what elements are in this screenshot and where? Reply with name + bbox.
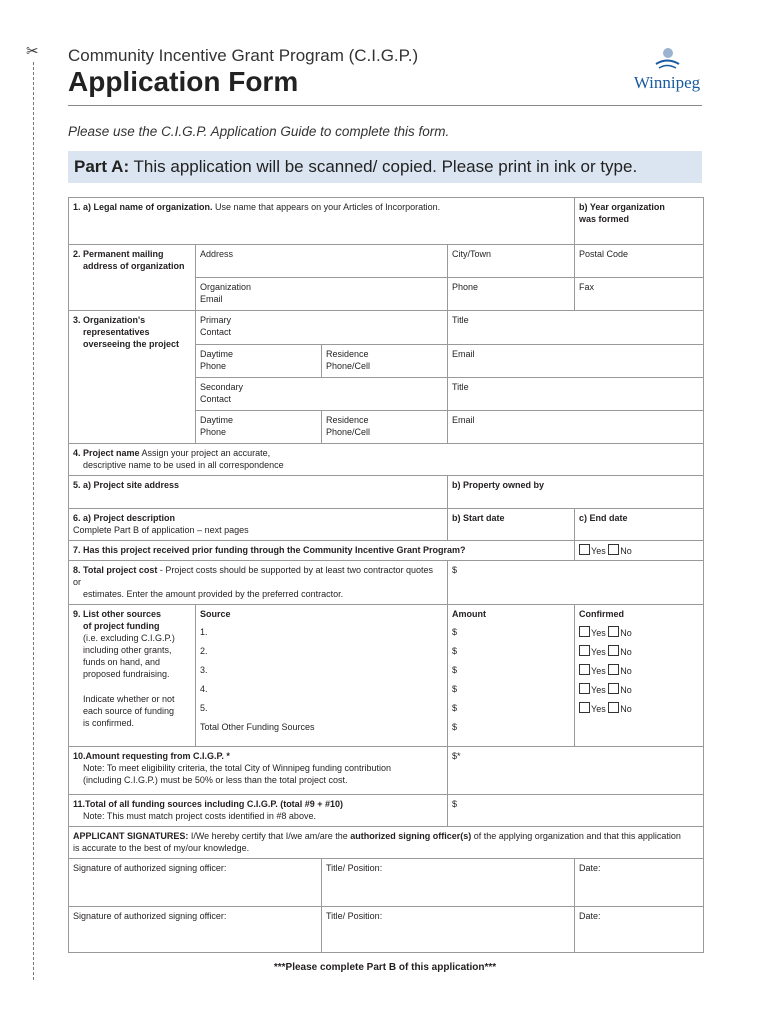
q9-note-1: (i.e. excluding C.I.G.P.)	[83, 632, 175, 643]
project-name-field[interactable]	[69, 444, 704, 476]
q6c-label: c) End date	[579, 513, 628, 523]
confirmed-2-options	[575, 642, 704, 661]
confirmed-4-yes-checkbox[interactable]	[579, 683, 590, 694]
logo-text: Winnipeg	[633, 73, 701, 92]
q1b-label-2: was formed	[579, 214, 630, 225]
source-2-field[interactable]	[196, 642, 448, 661]
logo-emblem-icon	[652, 44, 682, 70]
q4-note-2: descriptive name to be used in all correspondence	[83, 460, 284, 471]
total-other-funding-field[interactable]	[448, 718, 575, 746]
fax-label: Fax	[579, 282, 595, 292]
secondary-daytime-phone-field[interactable]	[196, 411, 322, 444]
signatures-label: APPLICANT SIGNATURES:	[73, 830, 189, 841]
certification-statement	[69, 826, 704, 858]
winnipeg-logo	[630, 44, 704, 98]
q8-note-1: - Project costs should be supported by at least two contractor quotes or	[73, 565, 434, 588]
q10-label: 10.Amount requesting from C.I.G.P. *	[73, 750, 230, 761]
q7-label: 7. Has this project received prior funding through the Community Incentive Grant Program?	[73, 545, 466, 555]
q11-dollar: $	[452, 798, 458, 809]
secondary-residence-phone-field[interactable]	[322, 411, 448, 444]
confirmed-3-options	[575, 661, 704, 680]
sig-2-label: Signature of authorized signing officer:	[73, 910, 227, 921]
confirmed-header	[575, 604, 704, 623]
secondary-email-label: Email	[452, 415, 475, 425]
confirmed-1-options	[575, 623, 704, 642]
postal-label: Postal Code	[579, 249, 629, 259]
no-label: No	[620, 665, 632, 676]
cert-text-2: authorized signing officer(s)	[350, 830, 472, 841]
q1-note: Use name that appears on your Articles of Incorporation.	[212, 202, 441, 212]
q3-label-2: representatives	[83, 327, 150, 338]
primary-label-2: Contact	[200, 327, 232, 338]
yes-label: Yes	[591, 665, 606, 676]
secondary-label-1: Secondary	[200, 382, 244, 392]
confirmed-2-no-checkbox[interactable]	[608, 645, 619, 656]
cert-text-1: I/We hereby certify that I/we am/are the	[188, 830, 351, 841]
amount-header	[448, 604, 575, 623]
source-3-label: 3.	[200, 664, 208, 675]
q10-note-2: (including C.I.G.P.) must be 50% or less than the total project cost.	[83, 775, 348, 786]
confirmed-header-label: Confirmed	[579, 608, 625, 619]
other-funding-label	[69, 604, 196, 746]
amount-1-dollar: $	[452, 626, 458, 637]
prior-funding-yes-checkbox[interactable]	[579, 544, 590, 555]
q2-label-2: address of organization	[83, 261, 185, 272]
total-project-cost-label	[69, 561, 448, 604]
primary-title-label: Title	[452, 315, 469, 325]
q8-dollar: $	[452, 565, 458, 576]
q9-note-2: including other grants,	[83, 644, 172, 655]
cert-text-4: is accurate to the best of my/our knowledge.	[73, 843, 250, 854]
residence2-label-1: Residence	[326, 415, 369, 425]
source-3-field[interactable]	[196, 661, 448, 680]
address-label: Address	[200, 249, 234, 259]
no-label: No	[620, 646, 632, 657]
confirmed-3-no-checkbox[interactable]	[608, 664, 619, 675]
yes-label: Yes	[591, 685, 606, 696]
confirmed-4-no-checkbox[interactable]	[608, 683, 619, 694]
prior-funding-question	[69, 541, 575, 561]
q9-note-4: proposed fundraising.	[83, 669, 170, 680]
cert-text-3: of the applying organization and that this application	[471, 830, 681, 841]
confirmed-2-yes-checkbox[interactable]	[579, 645, 590, 656]
org-email-label-1: Organization	[200, 282, 252, 292]
no-label: No	[620, 627, 632, 638]
prior-funding-options	[575, 541, 704, 561]
confirmed-5-options	[575, 699, 704, 718]
q1-label: 1. a) Legal name of organization.	[73, 202, 213, 212]
total-project-cost-field[interactable]	[448, 561, 704, 604]
amount-5-field[interactable]	[448, 699, 575, 718]
yes-label: Yes	[591, 704, 606, 715]
yes-label: Yes	[591, 646, 606, 657]
daytime2-label-1: Daytime	[200, 415, 234, 425]
representatives-label	[69, 311, 196, 444]
total-other-dollar: $	[452, 722, 458, 733]
no-label: No	[620, 704, 632, 715]
primary-title-field[interactable]	[448, 311, 704, 345]
secondary-label-2: Contact	[200, 394, 232, 405]
org-email-label-2: Email	[200, 294, 223, 305]
date-1-field[interactable]	[575, 858, 704, 906]
residence-label-2: Phone/Cell	[326, 361, 371, 372]
signature-1-field[interactable]	[69, 858, 322, 906]
source-5-field[interactable]	[196, 699, 448, 718]
confirmed-5-yes-checkbox[interactable]	[579, 702, 590, 713]
confirmed-3-yes-checkbox[interactable]	[579, 664, 590, 675]
org-email-field[interactable]	[196, 278, 448, 311]
yes-label: Yes	[591, 627, 606, 638]
secondary-email-field[interactable]	[448, 411, 704, 444]
total-funding-field[interactable]	[448, 794, 704, 826]
no-label: No	[620, 685, 632, 696]
project-site-address-field[interactable]	[69, 476, 448, 509]
source-header	[196, 604, 448, 623]
primary-contact-field[interactable]	[196, 311, 448, 345]
q4-note-1: Assign your project an accurate,	[139, 448, 271, 458]
q5b-label: b) Property owned by	[452, 480, 545, 490]
prior-funding-no-checkbox[interactable]	[608, 544, 619, 555]
cut-line	[33, 62, 34, 980]
q6b-label: b) Start date	[452, 513, 505, 523]
primary-email-label: Email	[452, 349, 475, 359]
q5a-label: 5. a) Project site address	[73, 480, 180, 490]
q9-note-6: each source of funding	[83, 705, 175, 716]
confirmed-5-no-checkbox[interactable]	[608, 702, 619, 713]
total-other-blank	[575, 718, 704, 746]
q10-dollar: $*	[452, 750, 461, 761]
header-divider	[68, 105, 702, 106]
secondary-title-label: Title	[452, 382, 469, 392]
confirmed-1-no-checkbox[interactable]	[608, 626, 619, 637]
yes-label: Yes	[591, 546, 606, 556]
fax-field[interactable]	[575, 278, 704, 311]
mailing-address-label	[69, 245, 196, 311]
year-formed-field[interactable]	[575, 198, 704, 245]
part-a-label: Part A:	[74, 157, 130, 176]
q1b-label-1: b) Year organization	[579, 202, 665, 212]
application-table	[68, 197, 704, 953]
q11-label: 11.Total of all funding sources including C.I.G.P. (total #9 + #10)	[73, 798, 343, 809]
q9-note-7: is confirmed.	[83, 717, 135, 728]
q9-note-3: funds on hand, and	[83, 657, 161, 668]
amount-requesting-field[interactable]	[448, 746, 704, 794]
q4-label: 4. Project name	[73, 448, 140, 458]
confirmed-1-yes-checkbox[interactable]	[579, 626, 590, 637]
daytime-label-2: Phone	[200, 361, 227, 372]
source-2-label: 2.	[200, 645, 208, 656]
page-title: Application Form	[68, 66, 299, 97]
property-owned-by-field[interactable]	[448, 476, 704, 509]
postal-code-field[interactable]	[575, 245, 704, 278]
title-position-1-field[interactable]	[322, 858, 575, 906]
part-a-banner	[68, 151, 702, 183]
source-header-label: Source	[200, 608, 231, 619]
scissors-icon: ✂	[26, 43, 39, 60]
start-date-field[interactable]	[448, 509, 575, 541]
legal-name-field[interactable]	[69, 198, 575, 245]
address-field[interactable]	[196, 245, 448, 278]
confirmed-4-options	[575, 680, 704, 699]
program-name: Community Incentive Grant Program (C.I.G.P.)	[68, 46, 419, 65]
amount-2-field[interactable]	[448, 642, 575, 661]
phone-label: Phone	[452, 282, 479, 292]
end-date-field[interactable]	[575, 509, 704, 541]
amount-3-field[interactable]	[448, 661, 575, 680]
sig-1-label: Signature of authorized signing officer:	[73, 862, 227, 873]
title-1-label: Title/ Position:	[326, 862, 383, 873]
instructions: Please use the C.I.G.P. Application Guide to complete this form.	[68, 124, 450, 139]
part-a-text: This application will be scanned/ copied. Please print in ink or type.	[129, 157, 638, 176]
q2-label-1: 2. Permanent mailing	[73, 249, 164, 259]
phone-field[interactable]	[448, 278, 575, 311]
primary-label-1: Primary	[200, 315, 231, 325]
footer-note: ***Please complete Part B of this application***	[273, 962, 497, 973]
signature-2-field[interactable]	[69, 906, 322, 952]
title-position-2-field[interactable]	[322, 906, 575, 952]
q3-label-3: overseeing the project	[83, 339, 180, 350]
source-4-label: 4.	[200, 684, 208, 695]
amount-1-field[interactable]	[448, 623, 575, 642]
amount-5-dollar: $	[452, 703, 458, 714]
total-other-label: Total Other Funding Sources	[200, 722, 315, 733]
q9-label-2: of project funding	[83, 620, 160, 631]
secondary-title-field[interactable]	[448, 378, 704, 411]
residence-label-1: Residence	[326, 349, 369, 359]
amount-2-dollar: $	[452, 645, 458, 656]
amount-4-field[interactable]	[448, 680, 575, 699]
date-1-label: Date:	[579, 862, 601, 873]
source-4-field[interactable]	[196, 680, 448, 699]
q11-note: Note: This must match project costs identified in #8 above.	[83, 811, 316, 822]
q6a-label: 6. a) Project description	[73, 513, 176, 523]
source-1-label: 1.	[200, 626, 208, 637]
no-label: No	[620, 546, 632, 556]
q9-label-1: 9. List other sources	[73, 608, 162, 619]
amount-header-label: Amount	[452, 608, 486, 619]
primary-residence-phone-field[interactable]	[322, 345, 448, 378]
daytime-label-1: Daytime	[200, 349, 234, 359]
city-field[interactable]	[448, 245, 575, 278]
date-2-label: Date:	[579, 910, 601, 921]
title-2-label: Title/ Position:	[326, 910, 383, 921]
project-description-field[interactable]	[69, 509, 448, 541]
q6a-note: Complete Part B of application – next pages	[73, 525, 249, 536]
q9-note-5: Indicate whether or not	[83, 693, 175, 704]
primary-daytime-phone-field[interactable]	[196, 345, 322, 378]
amount-3-dollar: $	[452, 664, 458, 675]
residence2-label-2: Phone/Cell	[326, 427, 371, 438]
q10-note-1: Note: To meet eligibility criteria, the total City of Winnipeg funding contribution	[83, 763, 391, 774]
daytime2-label-2: Phone	[200, 427, 227, 438]
q3-label-1: 3. Organization's	[73, 315, 146, 325]
total-funding-label	[69, 794, 448, 826]
source-1-field[interactable]	[196, 623, 448, 642]
q8-note-2: estimates. Enter the amount provided by the preferred contractor.	[83, 589, 344, 600]
city-label: City/Town	[452, 249, 492, 259]
amount-4-dollar: $	[452, 684, 458, 695]
primary-email-field[interactable]	[448, 345, 704, 378]
total-other-funding-label	[196, 718, 448, 746]
amount-requesting-label	[69, 746, 448, 794]
date-2-field[interactable]	[575, 906, 704, 952]
q8-label: 8. Total project cost	[73, 565, 158, 576]
secondary-contact-field[interactable]	[196, 378, 448, 411]
source-5-label: 5.	[200, 703, 208, 714]
